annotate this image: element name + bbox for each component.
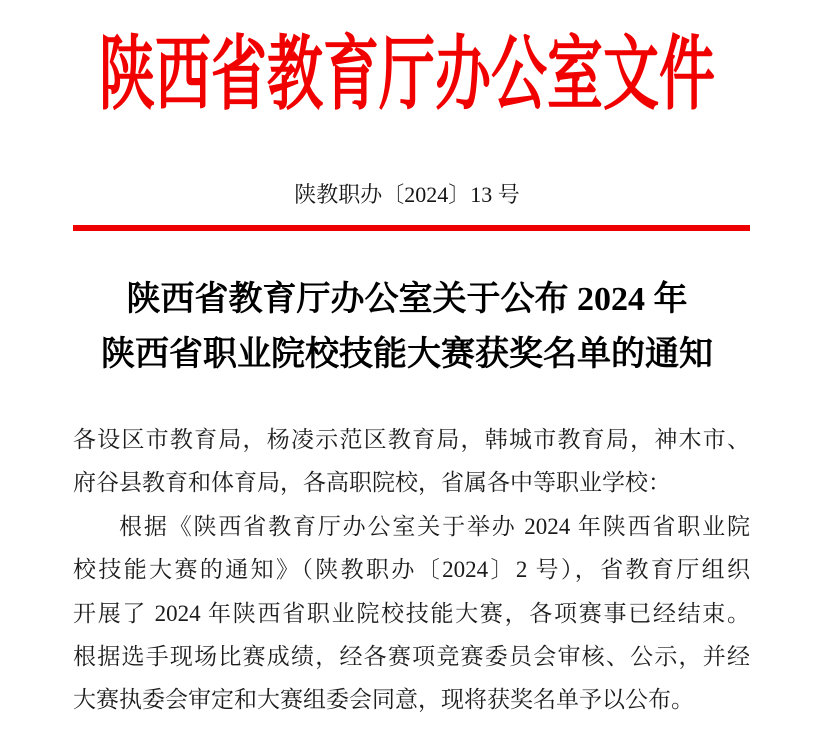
- document-title-line-2: 陕西省职业院校技能大赛获奖名单的通知: [101, 336, 713, 373]
- paragraph-line-3: 开展了 2024 年陕西省职业院校技能大赛，各项赛事已经结束。: [73, 600, 750, 626]
- document-body: [73, 418, 750, 722]
- document-title: [0, 272, 814, 382]
- recipients-line-2: 府谷县教育和体育局，各高职院校，省属各中等职业学校：: [73, 470, 671, 496]
- paragraph-line-5: 大赛执委会审定和大赛组委会同意，现将获奖名单予以公布。: [73, 687, 694, 713]
- letterhead-org-title: 陕西省教育厅办公室文件: [99, 31, 715, 121]
- paragraph-line-1: 根据《陕西省教育厅办公室关于举办 2024 年陕西省职业院: [119, 513, 750, 539]
- paragraph-line-4: 根据选手现场比赛成绩，经各赛项竞赛委员会审核、公示，并经: [73, 643, 750, 669]
- paragraph-line-2: 校技能大赛的通知》（陕教职办〔2024〕2 号），省教育厅组织: [73, 557, 750, 583]
- document-title-line-1: 陕西省教育厅办公室关于公布 2024 年: [126, 281, 688, 318]
- red-divider-line: [73, 225, 750, 231]
- letterhead: [0, 0, 814, 152]
- recipients-line-1: 各设区市教育局，杨凌示范区教育局，韩城市教育局，神木市、: [73, 427, 750, 452]
- document-number: 陕教职办〔2024〕13 号: [294, 182, 520, 207]
